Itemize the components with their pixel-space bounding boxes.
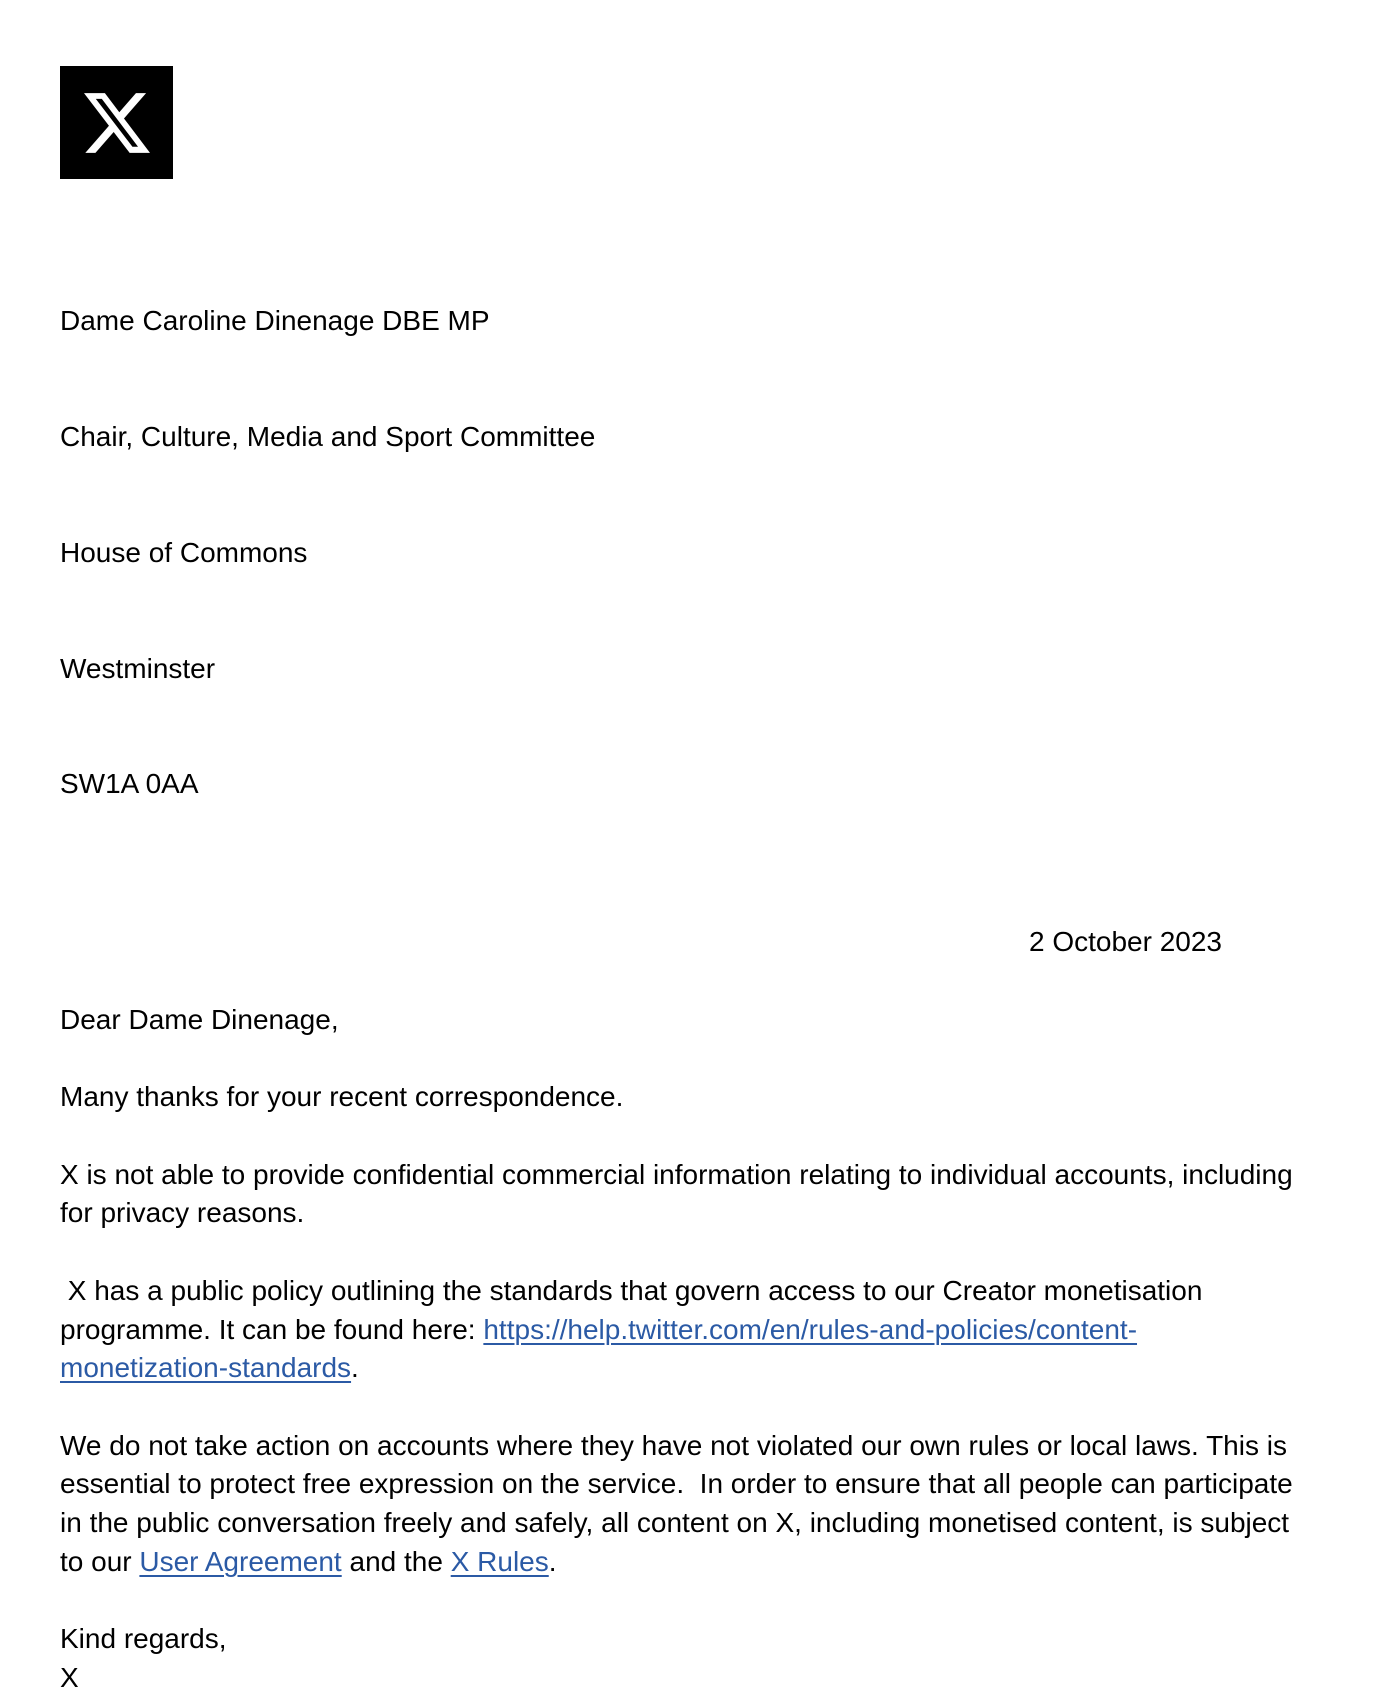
letter-date: 2 October 2023 [1028,926,1222,958]
closing [60,1620,1300,1697]
closing-regards: Kind regards, [60,1623,227,1655]
policy-text-after-link: . [351,1352,359,1384]
monetization-standards-link[interactable]: https://help.twitter.com/en/rules-and-policies/content-monetization-standards [60,1313,1138,1384]
policy-text-before-link: X has a public policy outlining the standards that govern access to our Creator monetisation programme. It can be found here: [60,1275,1211,1345]
rules-text-3: . [548,1545,557,1577]
paragraph-thanks: Many thanks for your recent correspondence. [60,1081,624,1113]
recipient-address [60,225,1300,881]
recipient-name: Dame Caroline Dinenage DBE MP [60,305,490,337]
rules-text-2: and the [341,1545,451,1577]
salutation: Dear Dame Dinenage, [60,1003,339,1035]
recipient-role: Chair, Culture, Media and Sport Committee [60,420,596,452]
recipient-city: Westminster [60,652,216,684]
user-agreement-link[interactable]: User Agreement [139,1545,342,1577]
paragraph-rules [60,1427,1300,1581]
x-logo [60,66,173,179]
closing-signature: X [60,1661,79,1693]
recipient-institution: House of Commons [60,536,308,568]
paragraph-policy [60,1272,1300,1388]
x-rules-link[interactable]: X Rules [450,1545,549,1577]
recipient-postcode: SW1A 0AA [60,768,199,800]
x-logo-icon [84,90,150,156]
paragraph-confidential: X is not able to provide confidential commercial information relating to individual accounts, including for privacy reasons. [60,1158,1301,1229]
rules-text-1: We do not take action on accounts where they have not violated our own rules or local laws. This is essential to protect free expression on the service. In order to ensure that all people can participate in the public conversation freely and safely, all content on X, including monetised content, is subject to our [60,1429,1301,1577]
